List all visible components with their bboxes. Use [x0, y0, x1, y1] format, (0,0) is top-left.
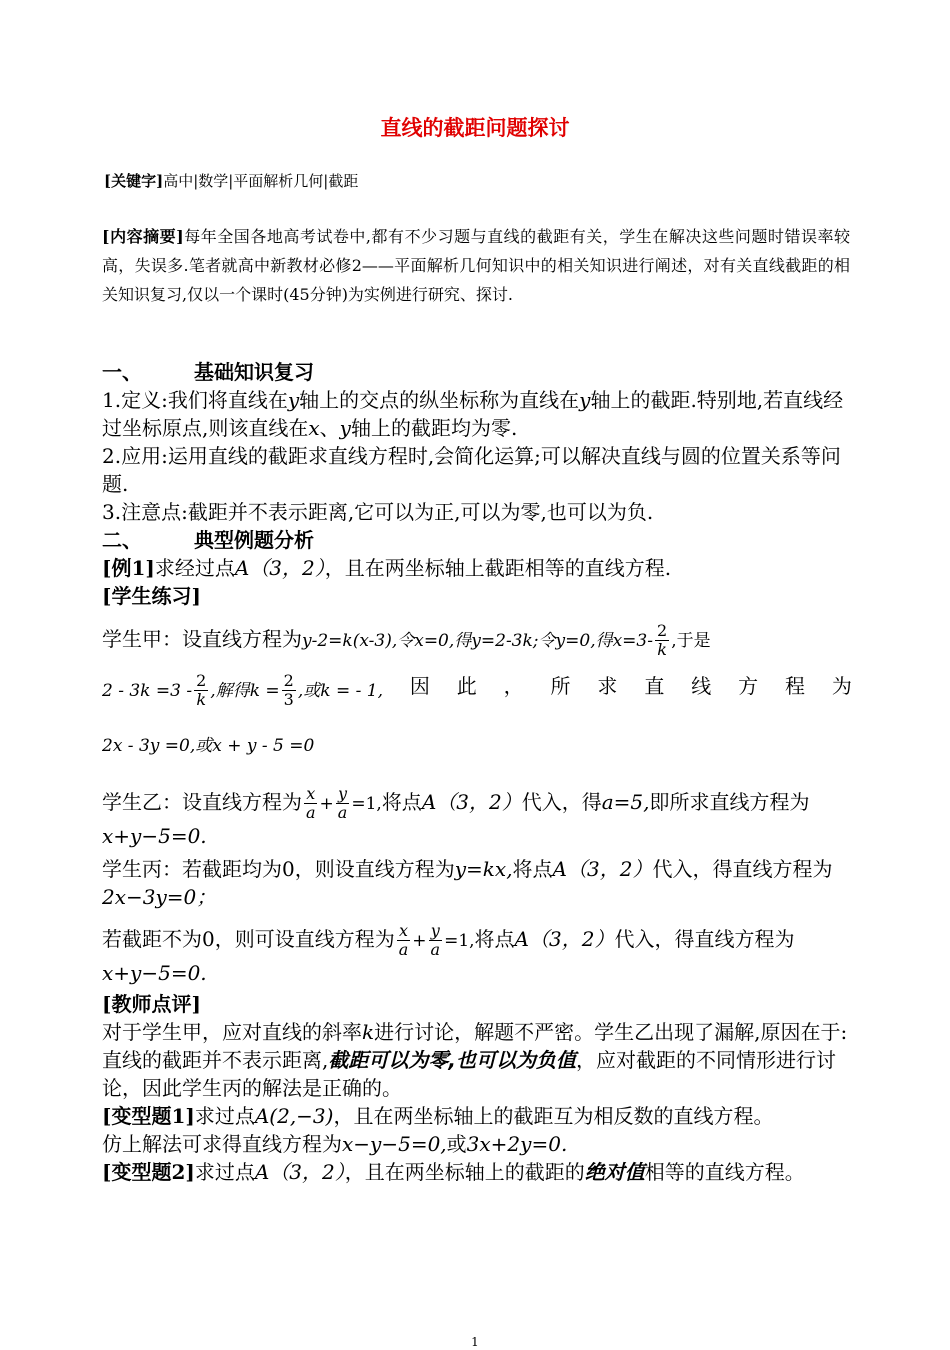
abstract-label: [内容摘要] [102, 227, 184, 246]
section-1 [102, 358, 852, 610]
student-jia-line1: 学生甲：设直线方程为y-2=k(x-3),令x=0,得y=2-3k;令y=0,得x=3- $\frac{2}{k}$ ,于是 [102, 621, 711, 659]
variant-2: [变型题2]求过点A（3，2），且在两坐标轴上的截距的绝对值相等的直线方程。 [102, 1160, 805, 1184]
application-paragraph: 2.应用:运用直线的截距求直线方程时,会简化运算;可以解决直线与圆的位置关系等问题. [102, 444, 841, 496]
student-jia-line3: 2x - 3y =0,或x + y - 5 =0 [102, 736, 315, 756]
student-bing-case2: 若截距不为0，则可设直线方程为 $\frac{x}{a}$ + $\frac{y}{a}$ =1,将点A（3，2）代入，得直线方程为x+y−5=0. [102, 921, 795, 985]
section-1-heading: 一、 基础知识复习 [102, 360, 314, 384]
example-1: [例1]求经过点A（3，2），且在两坐标轴上截距相等的直线方程. [102, 556, 672, 580]
teacher-comment-block [102, 990, 852, 1186]
teacher-comment-label: [教师点评] [102, 992, 201, 1016]
keywords [104, 170, 358, 191]
variant-1-solution: 仿上解法可求得直线方程为x−y−5=0,或3x+2y=0. [102, 1132, 568, 1156]
fraction-2-over-k: $\frac{2}{k}$ [657, 621, 668, 659]
section-2-heading: 二、 典型例题分析 [102, 528, 314, 552]
variant-1: [变型题1]求过点A(2,−3)，且在两坐标轴上的截距互为相反数的直线方程。 [102, 1104, 774, 1128]
teacher-comment: 对于学生甲，应对直线的斜率k进行讨论，解题不严密。学生乙出现了漏解,原因在于:直线的截距并不表示距离,截距可以为零,也可以为负值，应对截距的不同情形进行讨论，因此学生丙的解法是正确的。 [102, 1020, 848, 1100]
page-title: 直线的截距问题探讨 [380, 116, 570, 140]
definition-paragraph: 1.定义:我们将直线在y轴上的交点的纵坐标称为直线在y轴上的截距.特别地,若直线经过坐标原点,则该直线在x、y轴上的截距均为零. [102, 388, 844, 440]
student-jia-line2: 2 - 3k =3 - $\frac{2}{k}$ ,解得k = $\frac{2}{3}$ ,或k = - 1, 因 此 ， 所 求 直 线 方 程 为 [102, 671, 852, 709]
practice-label: [学生练习] [102, 584, 201, 608]
student-yi: 学生乙：设直线方程为 $\frac{x}{a}$ + $\frac{y}{a}$ =1,将点A（3，2）代入，得a=5,即所求直线方程为x+y−5=0. [102, 784, 810, 848]
abstract [102, 222, 850, 309]
student-bing: 学生丙：若截距均为0，则设直线方程为y=kx,将点A（3，2）代入，得直线方程为2x−3y=0； [102, 857, 833, 909]
abstract-text: 每年全国各地高考试卷中,都有不少习题与直线的截距有关，学生在解决这些问题时错误率较高，失误多.笔者就高中新教材必修2——平面解析几何知识中的相关知识进行阐述，对有关直线截距的相关知识复习,仅以一个课时(45分钟)为实例进行研究、探讨. [102, 227, 850, 304]
keywords-text: 高中|数学|平面解析几何|截距 [163, 172, 359, 190]
page-number: 1 [471, 1335, 479, 1349]
keywords-label: [关键字] [104, 172, 164, 190]
note-paragraph: 3.注意点:截距并不表示距离,它可以为正,可以为零,也可以为负. [102, 500, 654, 524]
